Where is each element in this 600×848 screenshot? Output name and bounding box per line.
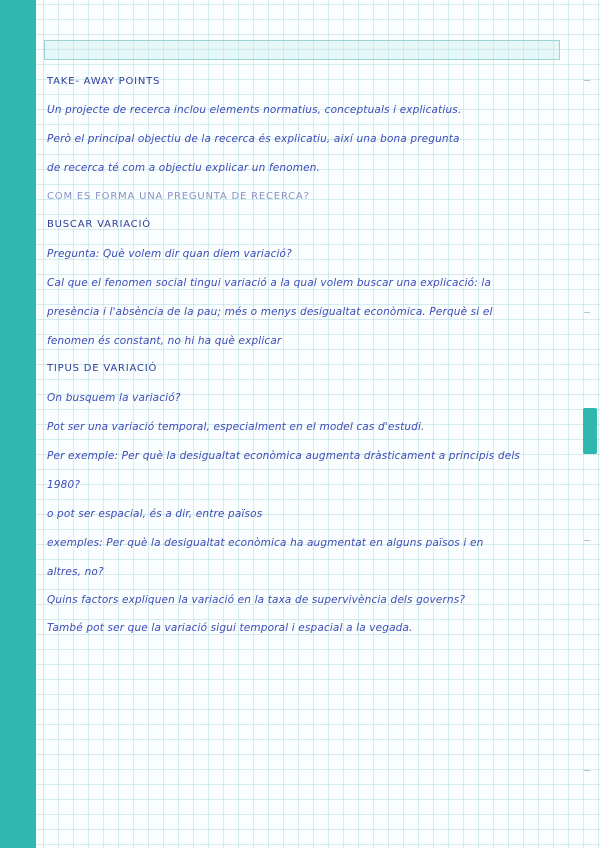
text-line: Cal que el fenomen social tingui variació a la qual volem buscar una explicació: la (47, 277, 492, 289)
text-line: Per exemple: Per què la desigualtat econòmica augmenta dràsticament a principis dels (47, 450, 521, 462)
page-header-box (44, 40, 560, 60)
text-line: fenomen és constant, no hi ha què explicar (47, 335, 282, 347)
text-line: Pregunta: Què volem dir quan diem variació? (47, 248, 292, 260)
text-line: On busquem la variació? (47, 392, 181, 404)
text-line: Quins factors expliquen la variació en la taxa de supervivència dels governs? (47, 594, 466, 606)
text-line: 1980? (47, 479, 81, 491)
text-line: exemples: Per què la desigualtat econòmica ha augmentat en alguns països i en (47, 537, 484, 549)
notebook-binding-strip (0, 0, 36, 848)
heading-buscar-variacio: BUSCAR VARIACIÓ (47, 219, 151, 230)
text-line: de recerca té com a objectiu explicar un fenomen. (47, 162, 320, 174)
text-line: Pot ser una variació temporal, especialment en el model cas d'estudi. (47, 421, 425, 433)
margin-tick-mark (584, 80, 590, 81)
heading-tipus-de-variacio: TIPUS DE VARIACIÓ (47, 363, 158, 374)
text-line: altres, no? (47, 566, 104, 578)
margin-tick-mark (584, 540, 590, 541)
margin-tick-mark (584, 770, 590, 771)
heading-take-away-points: TAKE- AWAY POINTS (47, 76, 161, 87)
text-line: Un projecte de recerca inclou elements normatius, conceptuals i explicatius. (47, 104, 462, 116)
heading-research-question: COM ES FORMA UNA PREGUNTA DE RECERCA? (47, 191, 310, 202)
text-line: presència i l'absència de la pau; més o menys desigualtat econòmica. Perquè si el (47, 306, 493, 318)
text-line: o pot ser espacial, és a dir, entre països (47, 508, 263, 520)
text-line: També pot ser que la variació sigui temporal i espacial a la vegada. (47, 622, 413, 634)
margin-tick-mark (584, 312, 590, 313)
notebook-margin-tab (583, 408, 597, 454)
text-line: Però el principal objectiu de la recerca és explicatiu, així una bona pregunta (47, 133, 460, 145)
